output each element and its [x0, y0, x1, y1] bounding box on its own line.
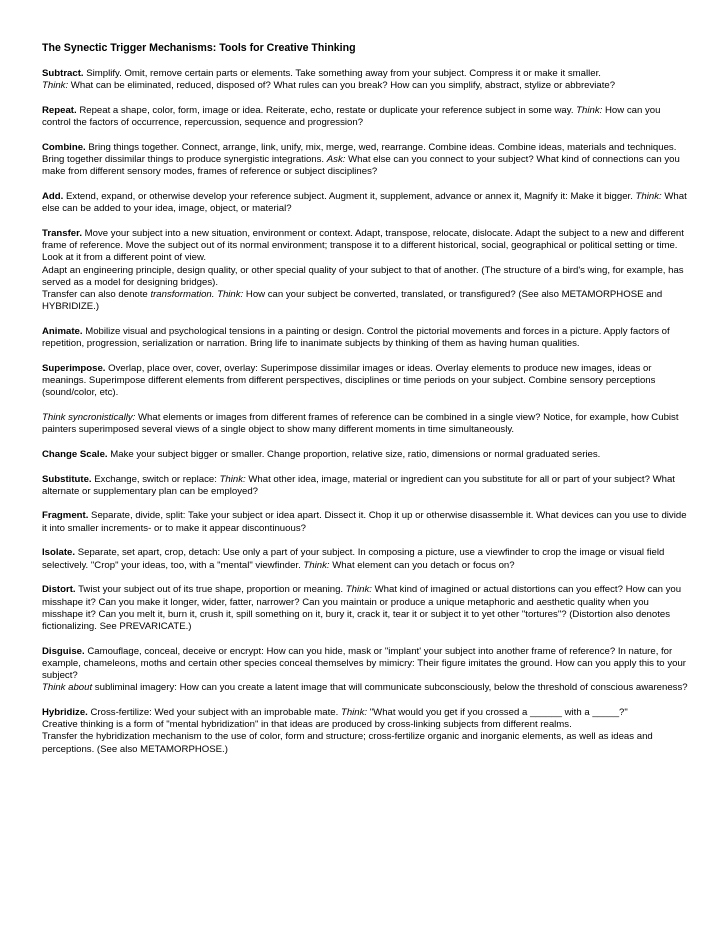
italic-text: Think syncronistically:: [42, 411, 136, 423]
paragraph-line: [42, 191, 688, 215]
italic-text: Think:: [219, 473, 246, 485]
italic-text: Ask:: [326, 154, 346, 166]
paragraph-line: [42, 584, 688, 633]
section-term: Fragment.: [42, 510, 89, 522]
section-paragraph: [42, 191, 688, 215]
body-text: Extend, expand, or otherwise develop your reference subject. Augment it, supplement, advance or annex it, Magnify it: Make it bigger.: [63, 191, 636, 203]
sections-container: [42, 68, 688, 756]
body-text: subliminal imagery: How can you create a latent image that will communicate subconsciously, below the threshold of conscious awareness?: [92, 682, 688, 694]
paragraph-line: [42, 449, 688, 461]
section-term: Isolate.: [42, 547, 76, 559]
italic-text: Think:: [303, 559, 330, 571]
italic-text: Think about: [42, 682, 93, 694]
section-term: Change Scale.: [42, 448, 108, 460]
section-paragraph: [42, 228, 688, 313]
body-text: Move your subject into a new situation, environment or context. Adapt, transpose, relocate, dislocate. Adapt the subject to a new and different frame of reference. Move the subject out of its normal environment; transpose it to a different historical, social, geographical or political setting or time. Look at it from a different point of view.: [42, 228, 684, 264]
body-text: What other idea, image, material or ingredient can you substitute for all or part of your subject? What alternate or supplementary plan can be employed?: [42, 473, 675, 497]
section-term: Repeat.: [42, 105, 77, 117]
section-paragraph: [42, 449, 688, 461]
body-text: What elements or images from different frames of reference can be combined in a single view? Notice, for example, how Cubist painters superimposed several views of a single object to show many different moments in time simultaneously.: [42, 411, 679, 436]
body-text: Camouflage, conceal, deceive or encrypt: How can you hide, mask or "implant' your subject into another frame of reference? In nature, for example, chameleons, moths and certain other species conceal themselves by mimicry: Their figure imitates the ground. How can you apply this to your subject?: [42, 645, 686, 682]
paragraph-line: [42, 265, 688, 289]
section-term: Superimpose.: [42, 362, 106, 374]
body-text: What else can be added to your idea, image, object, or material?: [42, 191, 687, 215]
body-text: Creative thinking is a form of "mental hybridization" in that ideas are produced by cross-linking subjects from different realms.: [42, 719, 572, 731]
section-term: Subtract.: [42, 68, 84, 80]
section-paragraph: [42, 474, 688, 498]
italic-text: Think:: [576, 105, 603, 117]
section-paragraph: [42, 142, 688, 179]
section-term: Animate.: [42, 325, 83, 337]
italic-text: Think:: [345, 584, 372, 596]
italic-text: Think:: [340, 706, 368, 718]
paragraph-line: [42, 719, 688, 731]
body-text: Transfer can also denote: [42, 289, 151, 301]
paragraph-line: [42, 289, 688, 313]
body-text: Exchange, switch or replace:: [91, 473, 220, 485]
paragraph-line: [42, 731, 688, 755]
body-text: Bring things together. Connect, arrange, link, unify, mix, merge, wed, rearrange. Combine ideas. Combine ideas, materials and techniques. Bring together dissimilar things to produce synergistic integrations.: [42, 142, 677, 166]
section-term: Distort.: [42, 584, 76, 596]
paragraph-line: [42, 80, 688, 92]
section-paragraph: [42, 547, 688, 571]
paragraph-line: [42, 228, 688, 265]
italic-text: Think:: [635, 191, 662, 203]
section-paragraph: [42, 584, 688, 633]
paragraph-line: [42, 142, 688, 179]
paragraph-line: [42, 363, 688, 400]
body-text: Separate, set apart, crop, detach: Use only a part of your subject. In composing a picture, use a viewfinder to crop the image or visual field selectively. "Crop" your ideas, too, with a "mental" viewfinder.: [42, 547, 665, 571]
body-text: Simplify. Omit, remove certain parts or elements. Take something away from your subject. Compress it or make it smaller.: [83, 68, 601, 80]
paragraph-line: [42, 646, 688, 683]
paragraph-line: [42, 474, 688, 498]
section-paragraph: [42, 68, 688, 92]
section-paragraph: [42, 412, 688, 436]
paragraph-line: [42, 412, 688, 436]
section-paragraph: [42, 105, 688, 129]
paragraph-line: [42, 105, 688, 129]
section-paragraph: [42, 510, 688, 534]
document-title: The Synectic Trigger Mechanisms: Tools for Creative Thinking: [42, 42, 356, 54]
paragraph-line: [42, 707, 688, 719]
section-paragraph: [42, 363, 688, 400]
body-text: What element can you detach or focus on?: [329, 559, 515, 571]
body-text: Adapt an engineering principle, design quality, or other special quality of your subject to that of another. (The structure of a bird's wing, for example, has served as a model for designing bridges).: [42, 264, 684, 288]
body-text: What can be eliminated, reduced, disposed of? What rules can you break? How can you simplify, abstract, stylize or abbreviate?: [68, 80, 616, 92]
section-term: Combine.: [42, 142, 86, 154]
body-text: How can you control the factors of occurrence, repercussion, sequence and progression?: [42, 105, 661, 129]
paragraph-line: [42, 68, 688, 80]
section-paragraph: [42, 646, 688, 695]
body-text: Mobilize visual and psychological tensions in a painting or design. Control the pictorial movements and forces in a picture. Apply factors of repetition, progression, serialization or narration. Bring life to inanimate subjects by thinking of them as having human qualities.: [42, 325, 670, 350]
body-text: Twist your subject out of its true shape, proportion or meaning.: [75, 584, 346, 596]
paragraph-line: [42, 682, 688, 694]
body-text: What kind of imagined or actual distortions can you effect? How can you misshape it? Can you make it longer, wider, fatter, narrower? Can you maintain or produce a unique metaphoric and aesthetic quality when you misshape it? Can you melt it, burn it, crush it, spill something on it, bury it, crack it, tear it or subject it to yet other "tortures"? (Distortion also denotes fictionalizing. See PREVARICATE.): [42, 584, 682, 632]
body-text: What else can you connect to your subject? What kind of connections can you make from different sensory modes, frames of reference or subject disciplines?: [42, 154, 680, 178]
italic-text: transformation. Think:: [150, 289, 244, 301]
body-text: Transfer the hybridization mechanism to the use of color, form and structure; cross-fertilize organic and inorganic elements, as well as ideas and perceptions. (See also METAMORPHOSE.): [42, 731, 653, 755]
body-text: Separate, divide, split: Take your subject or idea apart. Dissect it. Chop it up or otherwise disassemble it. What devices can you use to divide it into smaller increments- or to make it appear discontinuous?: [42, 510, 687, 534]
section-term: Hybridize.: [42, 706, 88, 718]
paragraph-line: [42, 326, 688, 350]
body-text: How can your subject be converted, translated, or transfigured? (See also METAMORPHOSE and HYBRIDIZE.): [42, 289, 663, 313]
italic-text: Think:: [42, 80, 69, 92]
body-text: Overlap, place over, cover, overlay: Superimpose dissimilar images or ideas. Overlay elements to produce new images, ideas or meanings. Superimpose different elements from different perspectives, disciplines or time periods on your subject. Combine sensory perceptions (sound/color, etc).: [42, 362, 656, 399]
section-paragraph: [42, 326, 688, 350]
section-term: Transfer.: [42, 228, 82, 240]
body-text: Make your subject bigger or smaller. Change proportion, relative size, ratio, dimensions or normal graduated series.: [107, 448, 601, 460]
section-term: Disguise.: [42, 645, 85, 657]
body-text: Repeat a shape, color, form, image or idea. Reiterate, echo, restate or duplicate your reference subject in some way.: [76, 105, 577, 117]
paragraph-line: [42, 547, 688, 571]
paragraph-line: [42, 510, 688, 534]
section-term: Add.: [42, 191, 64, 203]
body-text: Cross-fertilize: Wed your subject with an improbable mate.: [87, 706, 341, 718]
body-text: "What would you get if you crossed a ______ with a _____?": [367, 706, 628, 718]
section-paragraph: [42, 707, 688, 756]
section-term: Substitute.: [42, 473, 92, 485]
